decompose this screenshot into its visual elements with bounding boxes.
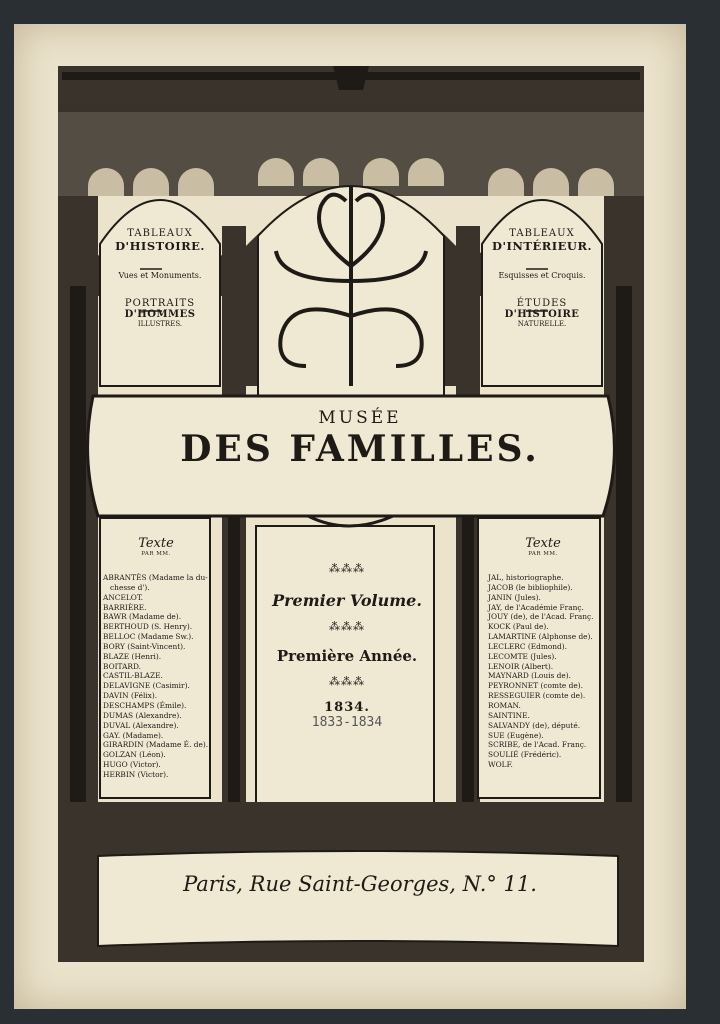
- author-name: ABRANTÈS (Madame la du-: [103, 573, 208, 582]
- author-name: SAINTINE.: [488, 710, 530, 720]
- author-name: CASTIL-BLAZE.: [103, 671, 163, 681]
- author-name: GAY. (Madame).: [103, 730, 164, 740]
- author-name: MAYNARD (Louis de).: [488, 671, 571, 681]
- author-name: HERBIN (Victor).: [103, 769, 169, 779]
- author-name: BAWR (Madame de).: [103, 612, 182, 622]
- author-name: chesse d').: [103, 582, 150, 592]
- right-author-list: [488, 573, 606, 770]
- footer-address-block: [110, 872, 610, 896]
- left-panel-heading: D'HISTOIRE.: [115, 239, 205, 253]
- year-label: Première Année.: [276, 647, 418, 665]
- left-panel-heading2: D'HOMMES: [124, 309, 196, 320]
- author-name: SUE (Eugène).: [488, 730, 544, 740]
- author-name: LAMARTINE (Alphonse de).: [488, 632, 593, 642]
- author-name: JOUY (de), de l'Acad. Franç.: [488, 612, 594, 622]
- author-name: KOCK (Paul de).: [488, 622, 549, 632]
- author-name: GOLZAN (Léon).: [103, 750, 166, 760]
- author-name: JAL, historiographe.: [488, 573, 564, 582]
- publisher-address: Paris, Rue Saint-Georges, N.° 11.: [183, 872, 537, 896]
- gothic-architecture-illustration: [58, 66, 644, 966]
- center-panel: [258, 562, 436, 730]
- author-name: JACOB (le bibliophile).: [488, 582, 573, 592]
- author-name: BORY (Saint-Vincent).: [103, 641, 186, 651]
- left-author-list: [103, 573, 211, 780]
- right-par: PAR MM.: [528, 551, 558, 557]
- left-par: PAR MM.: [141, 551, 171, 557]
- magazine-title: DES FAMILLES.: [180, 428, 540, 470]
- handwritten-date: 1833-1834: [311, 715, 383, 730]
- right-panel-sub1: Esquisses et Croquis.: [498, 271, 586, 280]
- left-texte: Texte: [138, 536, 174, 551]
- author-name: ANCELOT.: [103, 592, 144, 602]
- gothic-frame: [58, 66, 644, 966]
- author-name: DAVIN (Félix).: [103, 691, 158, 701]
- author-name: JAY, de l'Académie Franç.: [488, 602, 584, 612]
- author-name: SOULIÉ (Frédéric).: [488, 750, 562, 760]
- author-name: ROMAN.: [488, 700, 521, 710]
- author-name: DELAVIGNE (Casimir).: [103, 681, 190, 691]
- author-name: BLAZE (Henri).: [103, 651, 162, 661]
- author-name: BERTHOUD (S. Henry).: [103, 622, 193, 632]
- publication-year: 1834.: [324, 700, 370, 715]
- banner-text: [110, 408, 610, 470]
- banner-top: MUSÉE: [318, 408, 402, 428]
- author-name: WOLF.: [488, 760, 513, 770]
- author-name: SALVANDY (de), député.: [488, 720, 581, 730]
- author-name: HUGO (Victor).: [103, 760, 161, 770]
- author-name: DUMAS (Alexandre).: [103, 710, 182, 720]
- author-name: RESSEGUIER (comte de).: [488, 691, 586, 701]
- author-name: PEYRONNET (comte de).: [488, 681, 583, 691]
- right-panel-title: TABLEAUX: [509, 228, 575, 239]
- left-panel-title2: PORTRAITS: [124, 298, 196, 309]
- author-name: BARRIÈRE.: [103, 602, 147, 612]
- right-panel-heading: D'INTÉRIEUR.: [492, 239, 592, 253]
- left-top-panel: [100, 228, 220, 328]
- right-panel-sub2: NATURELLE.: [517, 320, 567, 328]
- left-panel-sub1: Vues et Monuments.: [118, 271, 202, 280]
- left-panel-title: TABLEAUX: [127, 228, 193, 239]
- ornament-1: ⁂⁂⁂: [329, 562, 365, 575]
- author-name: LENOIR (Albert).: [488, 661, 554, 671]
- author-name: GIRARDIN (Madame É. de).: [103, 740, 209, 750]
- author-name: LECOMTE (Jules).: [488, 651, 557, 661]
- author-name: LECLERC (Edmond).: [488, 641, 568, 651]
- right-panel-title2: ÉTUDES: [516, 298, 568, 309]
- author-name: BELLOC (Madame Sw.).: [103, 632, 194, 642]
- right-authors-header: [483, 536, 603, 557]
- author-name: SCRIBE, de l'Acad. Franç.: [488, 740, 587, 750]
- author-name: DUVAL (Alexandre).: [103, 720, 179, 730]
- author-name: JANIN (Jules).: [488, 592, 541, 602]
- right-texte: Texte: [525, 536, 561, 551]
- ornament-3: ⁂⁂⁂: [329, 675, 365, 688]
- ornament-2: ⁂⁂⁂: [329, 620, 365, 633]
- right-panel-heading2: D'HISTOIRE: [504, 309, 580, 320]
- author-name: DESCHAMPS (Émile).: [103, 700, 187, 710]
- author-name: BOITARD.: [103, 661, 141, 671]
- volume-label: Premier Volume.: [272, 591, 422, 610]
- left-panel-sub2: ILLUSTRES.: [137, 320, 183, 328]
- right-top-panel: [482, 228, 602, 328]
- left-authors-header: [101, 536, 211, 557]
